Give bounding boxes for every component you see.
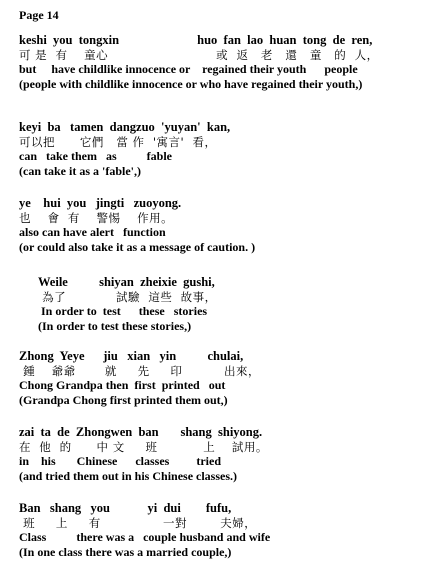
verse-block-6: [19, 425, 419, 483]
verse-block-2: [19, 120, 419, 178]
hanzi-line: 鍾 爺爺 就 先 印 出來，: [19, 363, 260, 378]
verse-block-5: [19, 349, 419, 407]
hanzi-line: 可以把 它們 當 作 '寓言' 看，: [19, 134, 217, 149]
translation-line: (can take it as a 'fable',): [19, 163, 141, 178]
gloss-line: but have childlike innocence or regained their youth people: [19, 62, 358, 76]
translation-line: (people with childlike innocence or who have regained their youth,): [19, 76, 363, 91]
translation-line: (In order to test these stories,): [38, 318, 192, 333]
translation-line: (and tried them out in his Chinese classes.): [19, 468, 238, 483]
translation-line: (or could also take it as a message of caution. ): [19, 239, 256, 254]
gloss-line: can take them as fable: [19, 149, 172, 163]
pinyin-line: zai ta de Zhongwen ban shang shiyong.: [19, 425, 263, 439]
hanzi-line: 也 會 有 警惕 作用。: [19, 210, 174, 225]
gloss-line: also can have alert function: [19, 225, 166, 239]
gloss-line: Class there was a couple husband and wife: [19, 530, 271, 544]
translation-line: (Grandpa Chong first printed them out,): [19, 392, 228, 407]
hanzi-line: 在 他 的 中 文 班 上 試用。: [19, 439, 268, 454]
hanzi-line: 班 上 有 一對 夫婦，: [19, 515, 257, 530]
pinyin-line: Weile shiyan zheixie gushi,: [38, 275, 215, 289]
verse-block-7: [19, 501, 419, 559]
hanzi-line: 為了 試驗 這些 故事，: [38, 289, 217, 304]
gloss-line: Chong Grandpa then first printed out: [19, 378, 226, 392]
pinyin-line: keshi you tongxin huo fan lao huan tong de ren,: [19, 33, 373, 47]
verse-block-3: [19, 196, 419, 254]
verse-block-1: [19, 33, 419, 91]
hanzi-line: 可 是 有 童心 或 返 老 還 童 的 人，: [19, 47, 379, 62]
gloss-line: in his Chinese classes tried: [19, 454, 222, 468]
page-label: Page 14: [19, 8, 59, 22]
pinyin-line: ye hui you jingti zuoyong.: [19, 196, 182, 210]
pinyin-line: keyi ba tamen dangzuo 'yuyan' kan,: [19, 120, 231, 134]
translation-line: (In one class there was a married couple,): [19, 544, 232, 559]
pinyin-line: Ban shang you yi dui fufu,: [19, 501, 232, 515]
gloss-line: In order to test these stories: [38, 304, 208, 318]
pinyin-line: Zhong Yeye jiu xian yin chulai,: [19, 349, 244, 363]
verse-block-4: [38, 275, 425, 333]
